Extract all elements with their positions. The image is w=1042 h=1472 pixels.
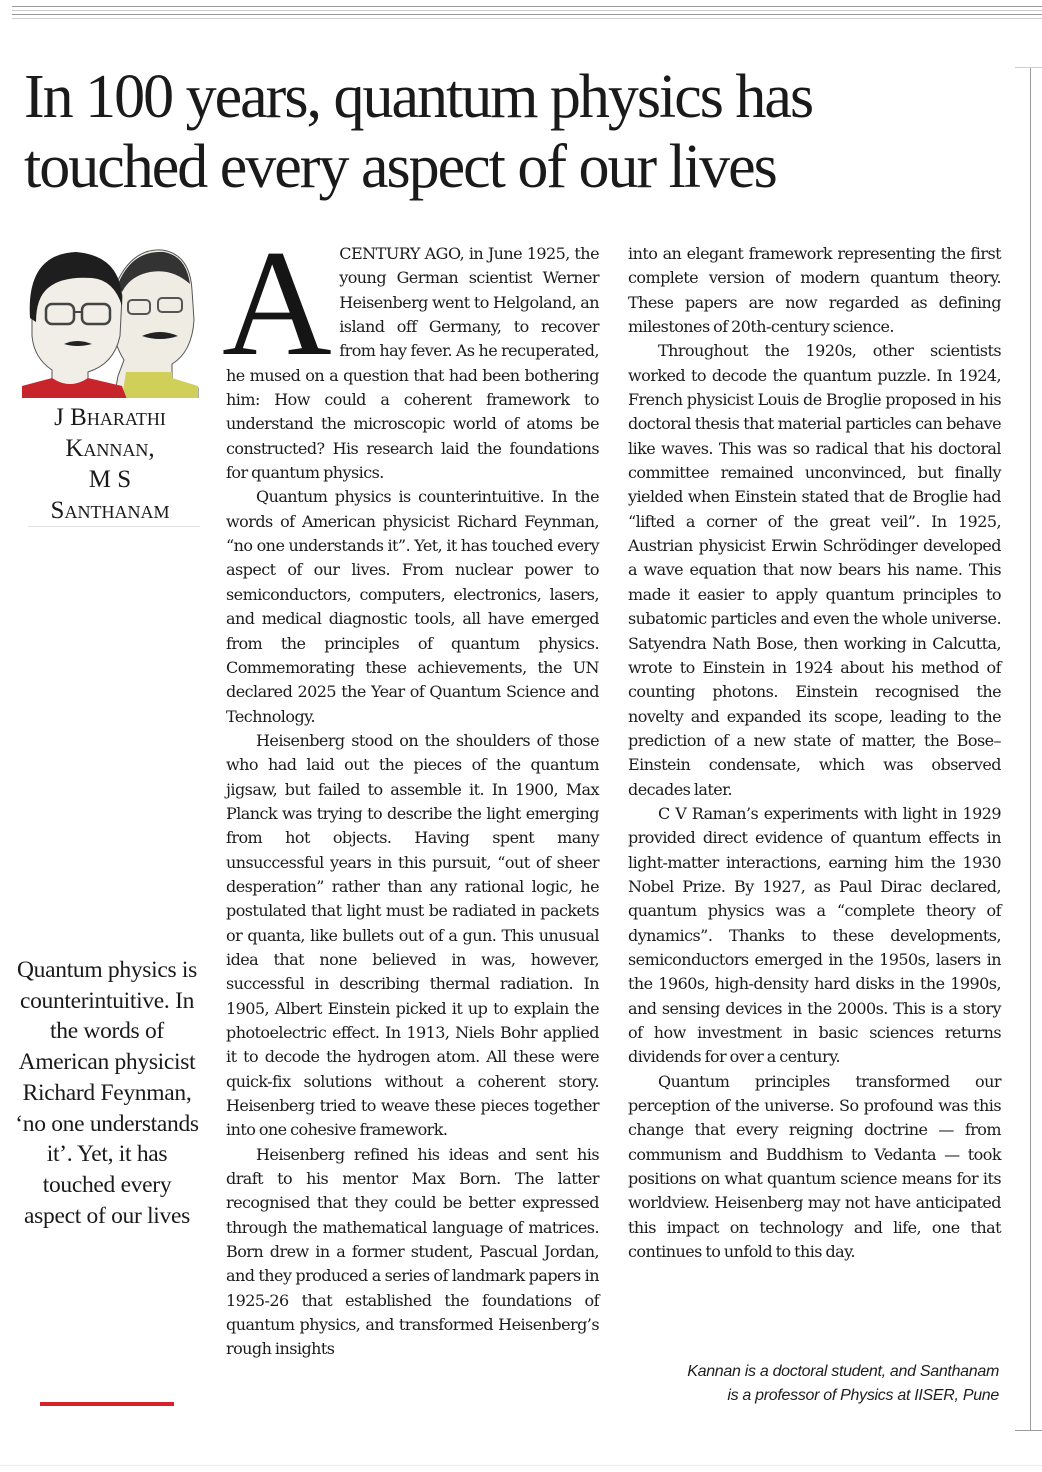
byline-line-3: M S	[88, 466, 132, 493]
credit-line-1: Kannan is a doctoral student, and Santhanam	[687, 1363, 999, 1380]
article-paragraph-1: ACENTURY AGO, in June 1925, the young German scientist Werner Heisenberg went to Helgoland, an island off Germany, to recover from hay fever. As he recuperated, he mused on a question that had been bothering him: How could a coherent framework to understand the microscopic world of atoms be constructed? His research laid the foundations for quantum physics.	[222, 219, 599, 483]
drop-cap: A	[222, 219, 332, 387]
article-paragraph-3: Heisenberg stood on the shoulders of those who had laid out the pieces of the quantum jigsaw, but failed to assemble it. In 1900, Max Planck was trying to describe the light emerging from hot objects. Having spent many unsuccessful years in this pursuit, “out of sheer desperation” rather than any rational logic, he postulated that light must be radiated in packets or quanta, like bullets out of a gun. This unusual idea that none believed in was, however, successful in describing thermal radiation. In 1905, Albert Einstein picked it up to explain the photoelectric effect. In 1913, Niels Bohr applied it to decode the hydrogen atom. All these were quick-fix solutions without a coherent story. Heisenberg tried to weave these pieces together into one cohesive framework.	[226, 730, 599, 1140]
author-byline	[18, 402, 202, 526]
pull-quote: Quantum physics is counterintuitive. In the words of American physicist Richard Feynman, ‘no one understands it’. Yet, it has touched every aspect of our lives	[15, 957, 199, 1229]
pull-quote-accent-rule	[40, 1402, 174, 1406]
author-credit	[628, 1360, 999, 1408]
article-paragraph-4-continued: into an elegant framework representing the first complete version of modern quantum theory. These papers are now regarded as defining milestones of 20th-century science.	[628, 244, 1001, 337]
article-paragraph-7: Quantum principles transformed our perception of the universe. So profound was this change that every reigning doctrine — from communism and Buddhism to Vedanta — took positions on what quantum science means for its worldview. Heisenberg may not have anticipated this impact on technology and life, one that continues to unfold to this day.	[628, 1071, 1001, 1262]
page-bottom-edge	[0, 1465, 1042, 1466]
article-paragraph-6: C V Raman’s experiments with light in 1929 provided direct evidence of quantum effects in light-matter interactions, earning him the 1930 Nobel Prize. By 1927, as Paul Dirac declared, quantum physics was a “complete theory of dynamics”. Thanks to these developments, semiconductors emerged in the 1950s, lasers in the 1960s, high-density hard disks in the 1990s, and sensing devices in the 2000s. This is a story of how investment in basic sciences returns dividends for over a century.	[628, 803, 1001, 1067]
column-rule-cap	[1015, 1430, 1042, 1431]
credit-line-2: is a professor of Physics at IISER, Pune	[727, 1387, 999, 1404]
article-column-1	[222, 219, 599, 1362]
article-headline: In 100 years, quantum physics has touched every aspect of our lives	[24, 63, 813, 201]
byline-line-1: J Bharathi	[54, 404, 166, 431]
byline-line-2: Kannan,	[65, 435, 155, 462]
masthead-rules	[12, 6, 1042, 20]
column-rule-right	[1030, 68, 1031, 1431]
lead-in-caps: CENTURY AGO,	[339, 244, 465, 263]
article-paragraph-4: Heisenberg refined his ideas and sent his draft to his mentor Max Born. The latter recognised that they could be better expressed through the mathematical language of matrices. Born drew in a former student, Pascual Jordan, and they produced a series of landmark papers in 1925-26 that established the foundations of quantum physics, and transformed Heisenberg’s rough insights	[226, 1144, 599, 1359]
article-column-2	[628, 242, 1001, 1264]
byline-line-4: Santhanam	[50, 497, 170, 524]
article-paragraph-5: Throughout the 1920s, other scientists worked to decode the quantum puzzle. In 1924, French physicist Louis de Broglie proposed in his doctoral thesis that material particles can behave like waves. This was so radical that his doctoral committee remained unconvinced, but finally yielded when Einstein stated that de Broglie had “lifted a corner of the great veil”. In 1925, Austrian physicist Erwin Schrödinger developed a wave equation that now bears his name. This made it easier to apply quantum principles to subatomic particles and even the whole universe. Satyendra Nath Bose, then working in Calcutta, wrote to Einstein in 1924 about his method of counting photons. Einstein recognised the novelty and expanded its scope, leading to the prediction of a new state of matter, the Bose–Einstein condensate, which was observed decades later.	[628, 341, 1001, 799]
author-illustration-icon	[22, 240, 200, 398]
column-rule-top	[1015, 67, 1042, 68]
byline-divider	[28, 526, 200, 527]
article-paragraph-2: Quantum physics is counterintuitive. In the words of American physicist Richard Feynman, “no one understands it”. Yet, it has touched every aspect of our lives. From nuclear power to semiconductors, computers, electronics, lasers, and medical diagnostic tools, all have emerged from the principles of quantum physics. Commemorating these achievements, the UN declared 2025 the Year of Quantum Science and Technology.	[226, 487, 599, 726]
